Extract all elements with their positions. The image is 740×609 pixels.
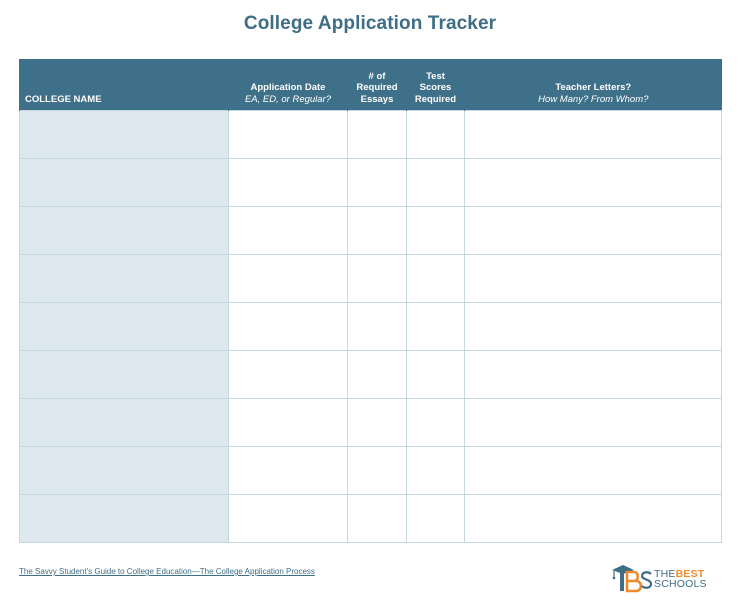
- table-cell[interactable]: [465, 399, 722, 447]
- logo-word-schools: SCHOOLS: [654, 578, 707, 590]
- table-cell[interactable]: [465, 495, 722, 543]
- column-header-application-date: [229, 59, 348, 111]
- table-row: [20, 159, 722, 207]
- table-cell[interactable]: [348, 207, 407, 255]
- table-cell[interactable]: [348, 159, 407, 207]
- table-cell[interactable]: [229, 207, 348, 255]
- table-cell[interactable]: [229, 399, 348, 447]
- college-name-cell[interactable]: [20, 399, 229, 447]
- table-cell[interactable]: [407, 111, 465, 159]
- table-cell[interactable]: [229, 351, 348, 399]
- column-header-test-scores: [407, 59, 465, 111]
- table-row: [20, 255, 722, 303]
- logo-word-the: THE: [654, 568, 676, 580]
- table-row: [20, 207, 722, 255]
- table-cell[interactable]: [348, 111, 407, 159]
- column-header-required-essays: [348, 59, 407, 111]
- table-cell[interactable]: [407, 495, 465, 543]
- table-cell[interactable]: [407, 351, 465, 399]
- table-cell[interactable]: [348, 351, 407, 399]
- table-cell[interactable]: [407, 255, 465, 303]
- column-header-label: # of Required Essays: [356, 70, 398, 105]
- tracker-body: [20, 111, 722, 543]
- table-row: [20, 399, 722, 447]
- header-row: [20, 59, 722, 111]
- table-cell[interactable]: [407, 399, 465, 447]
- table-row: [20, 447, 722, 495]
- column-header-sublabel: How Many? From Whom?: [538, 93, 649, 105]
- college-name-cell[interactable]: [20, 447, 229, 495]
- column-header-sublabel: EA, ED, or Regular?: [244, 93, 332, 105]
- column-header-label: Application Date: [250, 82, 326, 93]
- column-header-college-name: [20, 59, 229, 111]
- column-header-label: COLLEGE NAME: [25, 93, 102, 105]
- table-cell[interactable]: [229, 111, 348, 159]
- table-cell[interactable]: [465, 111, 722, 159]
- graduation-cap-icon: [611, 561, 653, 593]
- table-cell[interactable]: [229, 159, 348, 207]
- footer-guide-link[interactable]: The Savvy Student's Guide to College Education—The College Application Process: [19, 567, 315, 576]
- table-cell[interactable]: [229, 495, 348, 543]
- the-best-schools-logo: [611, 561, 723, 593]
- table-row: [20, 303, 722, 351]
- college-name-cell[interactable]: [20, 207, 229, 255]
- table-cell[interactable]: [465, 159, 722, 207]
- logo-word-best: BEST: [675, 568, 705, 580]
- column-header-label: Test Scores Required: [414, 70, 457, 105]
- table-cell[interactable]: [229, 255, 348, 303]
- table-cell[interactable]: [465, 447, 722, 495]
- table-cell[interactable]: [348, 495, 407, 543]
- table-cell[interactable]: [465, 207, 722, 255]
- column-header-teacher-letters: [465, 59, 722, 111]
- college-name-cell[interactable]: [20, 303, 229, 351]
- table-cell[interactable]: [348, 399, 407, 447]
- page-title: College Application Tracker: [243, 13, 497, 34]
- college-name-cell[interactable]: [20, 159, 229, 207]
- table-cell[interactable]: [348, 303, 407, 351]
- college-name-cell[interactable]: [20, 255, 229, 303]
- table-cell[interactable]: [407, 303, 465, 351]
- table-cell[interactable]: [407, 207, 465, 255]
- table-cell[interactable]: [229, 303, 348, 351]
- table-cell[interactable]: [465, 303, 722, 351]
- table-row: [20, 495, 722, 543]
- table-cell[interactable]: [465, 255, 722, 303]
- table-cell[interactable]: [407, 159, 465, 207]
- college-name-cell[interactable]: [20, 111, 229, 159]
- table-cell[interactable]: [229, 447, 348, 495]
- table-cell[interactable]: [348, 447, 407, 495]
- column-header-label: Teacher Letters?: [555, 82, 632, 93]
- tracker-table: [19, 59, 722, 543]
- table-cell[interactable]: [407, 447, 465, 495]
- table-cell[interactable]: [465, 351, 722, 399]
- table-cell[interactable]: [348, 255, 407, 303]
- table-row: [20, 111, 722, 159]
- college-name-cell[interactable]: [20, 495, 229, 543]
- college-name-cell[interactable]: [20, 351, 229, 399]
- table-row: [20, 351, 722, 399]
